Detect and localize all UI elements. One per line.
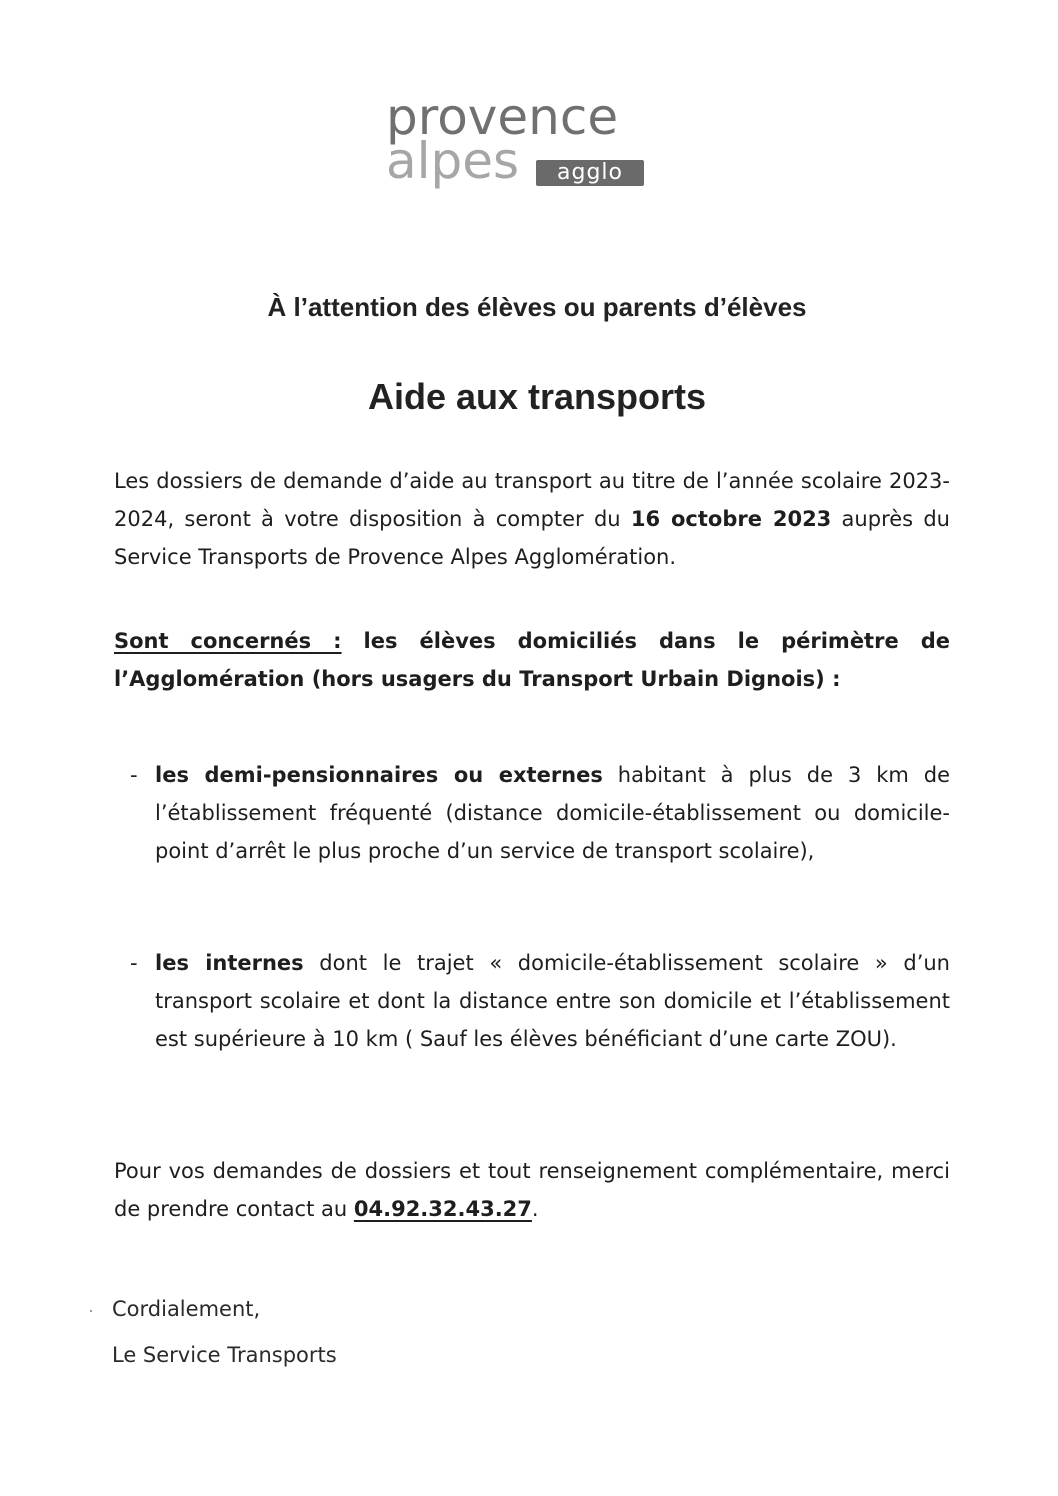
title-text: Aide aux transports bbox=[367, 376, 707, 417]
list-item-text bbox=[155, 944, 950, 1058]
list-item-body: habitant à plus de 3 km de l’établissement fréquenté (distance domicile-établissement ou domicile-point d’arrêt le plus proche d’un service de transport scolaire), bbox=[155, 763, 950, 863]
title-aide-transports bbox=[0, 376, 1058, 418]
heading-attention-text: À l’attention des élèves ou parents d’élèves bbox=[267, 292, 807, 322]
signature: Le Service Transports bbox=[112, 1343, 337, 1367]
intro-date: 16 octobre 2023 bbox=[630, 507, 832, 531]
concern-paragraph bbox=[114, 622, 950, 698]
contact-end: . bbox=[531, 1197, 539, 1221]
list-item-bold: les internes bbox=[155, 951, 304, 975]
contact-paragraph bbox=[114, 1152, 950, 1228]
list-dash: - bbox=[130, 951, 138, 975]
logo-badge-agglo: agglo bbox=[536, 160, 644, 186]
list-dash: - bbox=[130, 763, 138, 787]
contact-text: Pour vos demandes de dossiers et tout renseignement complémentaire, merci de prendre contact au bbox=[114, 1159, 950, 1221]
heading-attention bbox=[0, 292, 1058, 323]
intro-paragraph bbox=[114, 462, 950, 576]
concern-text: les élèves domiciliés dans le périmètre de l’Agglomération (hors usagers du Transport Urbain Dignois) : bbox=[114, 629, 950, 691]
list-item-bold: les demi-pensionnaires ou externes bbox=[155, 763, 603, 787]
logo-text-alpes: alpes bbox=[386, 132, 520, 190]
provence-alpes-agglo-logo bbox=[386, 88, 656, 217]
logo-text-provence: provence bbox=[386, 88, 619, 146]
concern-label: Sont concernés : bbox=[114, 629, 342, 653]
intro-text-start: Les dossiers de demande d’aide au transport au titre de l’année scolaire 2023-2024, seront à votre disposition à compter du bbox=[114, 469, 950, 531]
list-item-body: dont le trajet « domicile-établissement scolaire » d’un transport scolaire et dont la distance entre son domicile et l’établissement est supérieure à 10 km ( Sauf les élèves bénéficiant d’une carte ZOU). bbox=[155, 951, 950, 1051]
scan-speck bbox=[90, 1310, 92, 1312]
list-item-text bbox=[155, 756, 950, 870]
contact-phone: 04.92.32.43.27 bbox=[353, 1197, 532, 1221]
intro-text-end: auprès du Service Transports de Provence Alpes Agglomération. bbox=[114, 507, 950, 569]
closing-salutation: Cordialement, bbox=[112, 1297, 261, 1321]
